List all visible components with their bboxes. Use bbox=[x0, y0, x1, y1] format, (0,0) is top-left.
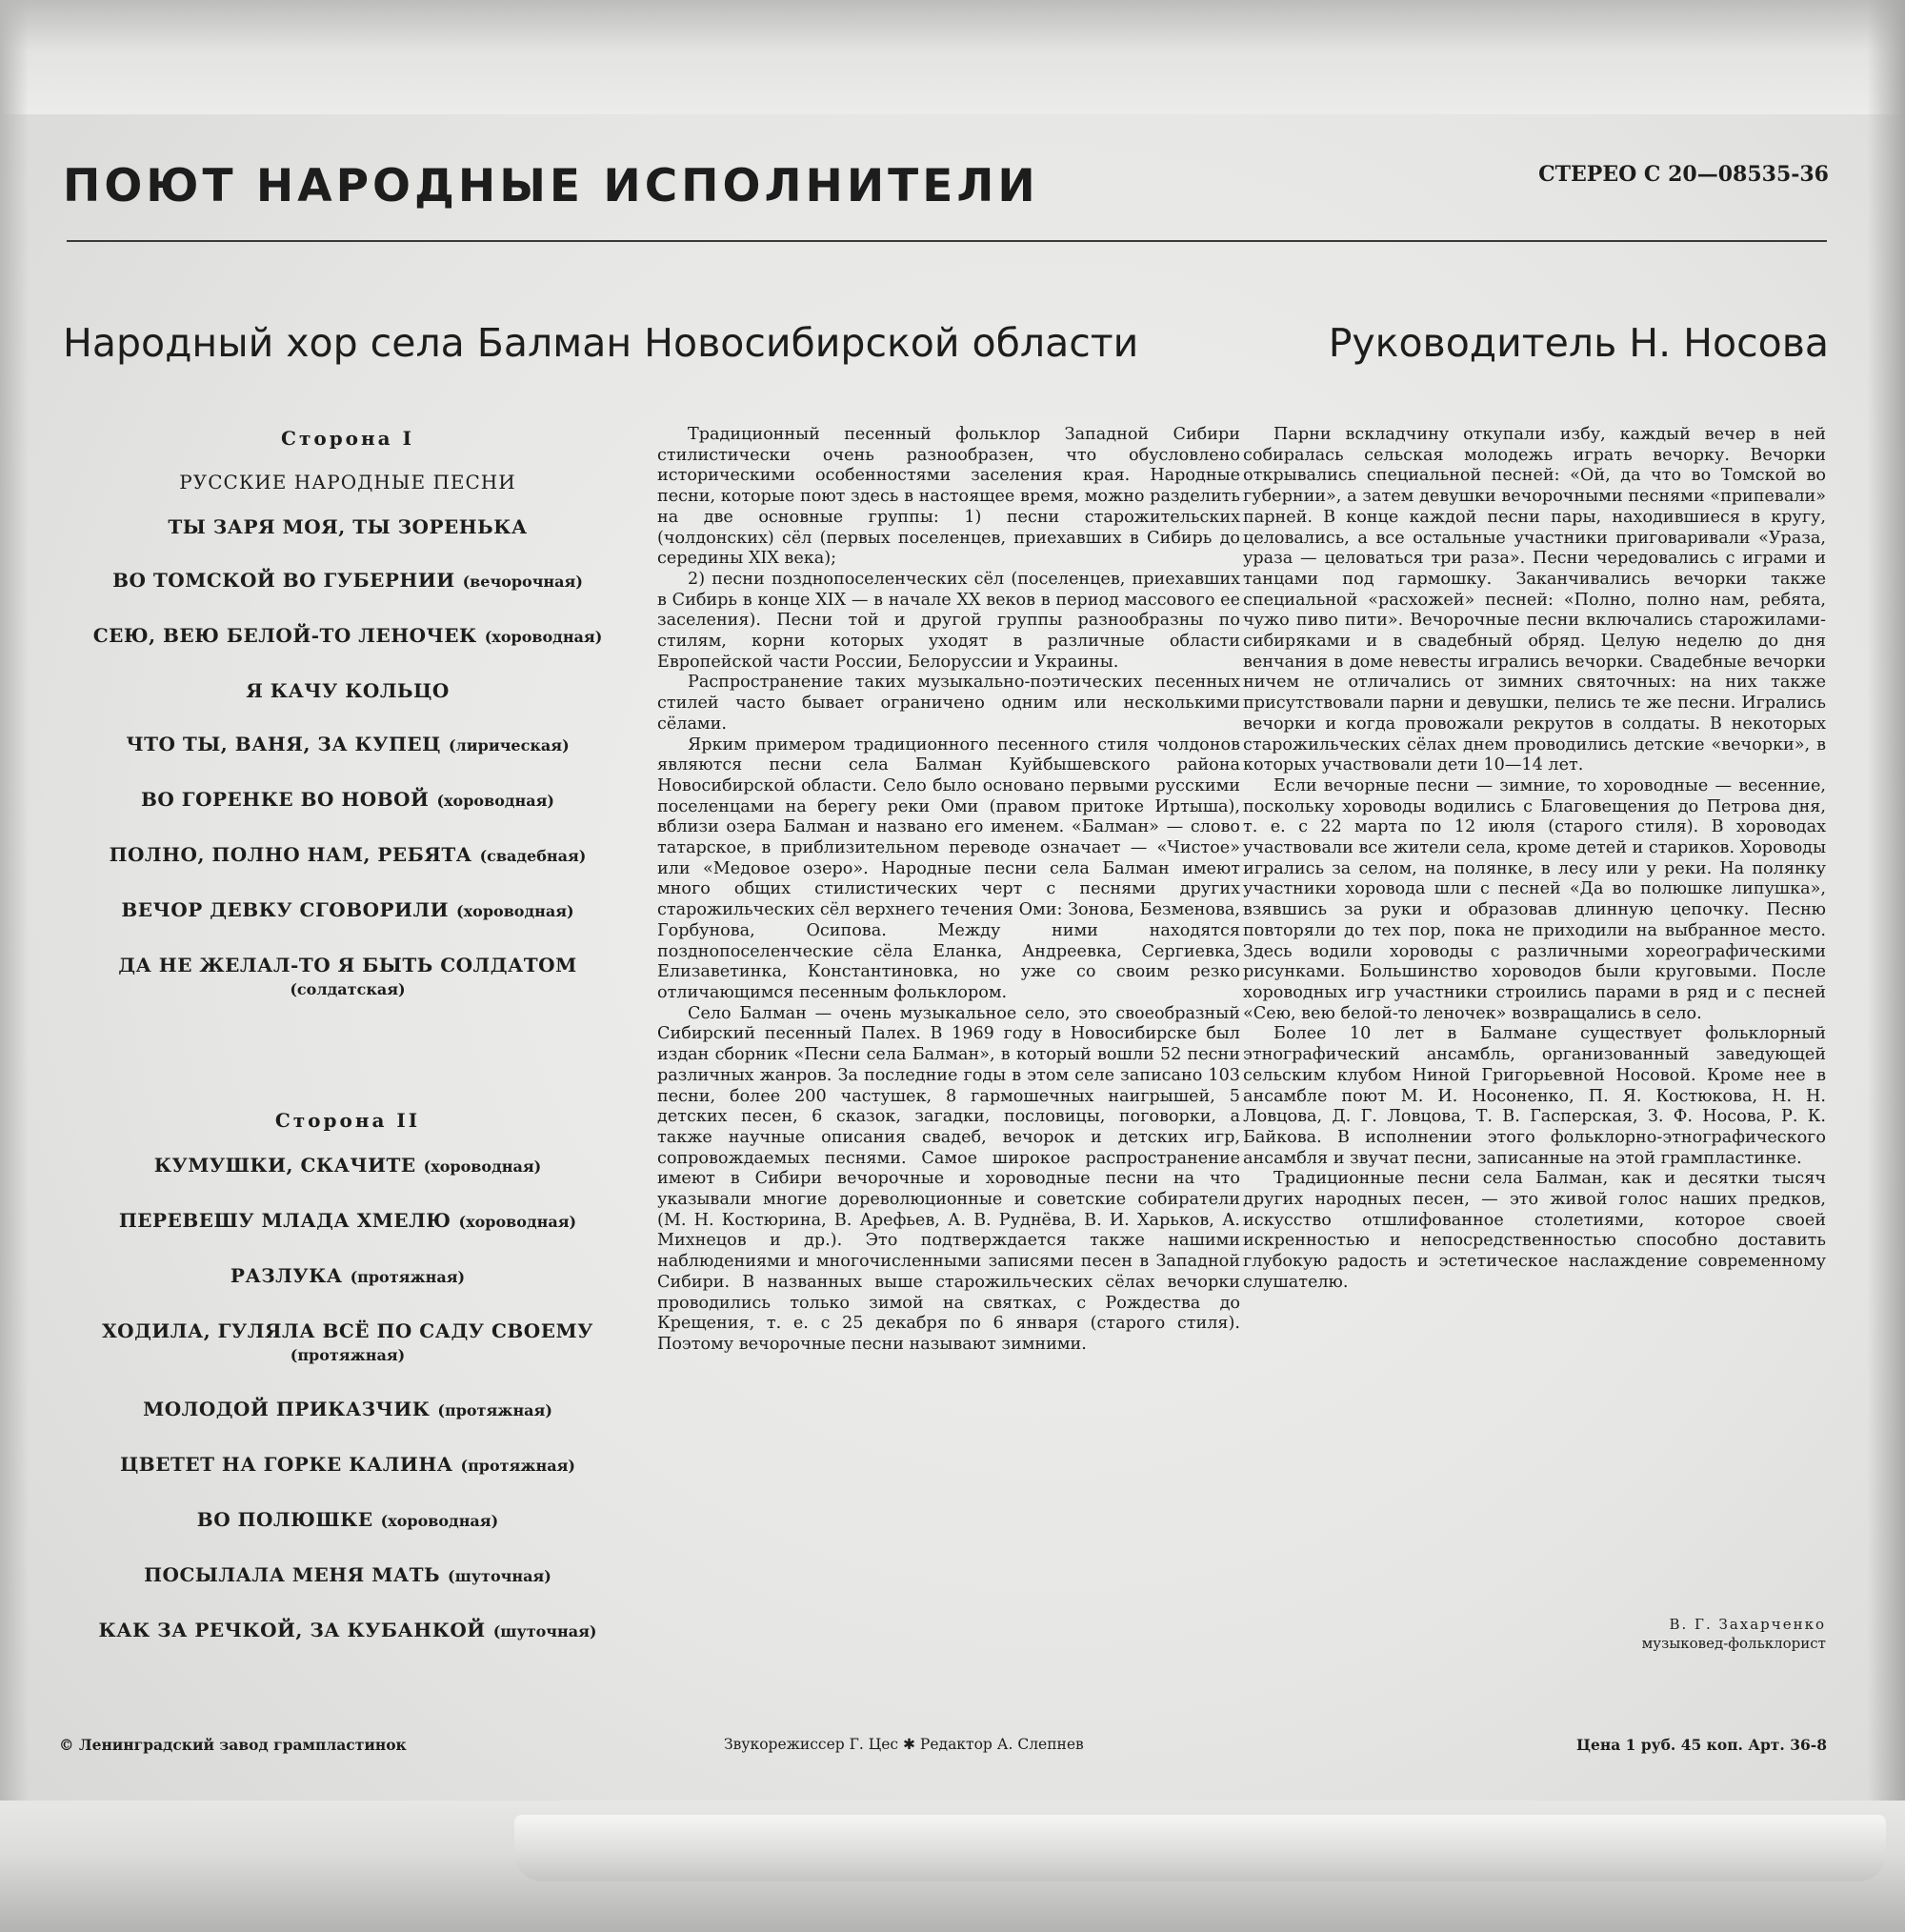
side-1-tracks bbox=[57, 514, 638, 1002]
track-title: ВЕЧОР ДЕВКУ СГОВОРИЛИ bbox=[121, 898, 450, 921]
article-paragraph: Распространение таких музыкально-поэтических песенных стилей часто бывает ограничено одним или несколькими сёлами. bbox=[657, 673, 1240, 734]
track-item bbox=[57, 953, 638, 1002]
track-genre-note: (протяжная) bbox=[460, 1457, 575, 1475]
track-item bbox=[57, 1507, 638, 1534]
sleeve-right-edge bbox=[1867, 0, 1905, 1932]
track-item bbox=[57, 732, 638, 758]
manufacturer: © Ленинградский завод грампластинок bbox=[59, 1736, 407, 1754]
track-title: ЦВЕТЕТ НА ГОРКЕ КАЛИНА bbox=[119, 1453, 453, 1476]
series-title: ПОЮТ НАРОДНЫЕ ИСПОЛНИТЕЛИ bbox=[63, 160, 1039, 212]
author-role: музыковед-фольклорист bbox=[1641, 1635, 1826, 1652]
track-item bbox=[57, 897, 638, 924]
article-paragraph: Традиционные песни села Балман, как и десятки тысяч других народных песен, — это живой голос наших предков, искусство отшлифованное столетиями, которое своей искренностью и непосредственностью способно доставить глубокую радость и эстетическое наслаждение современному слушателю. bbox=[1243, 1169, 1826, 1292]
track-genre-note: (хороводная) bbox=[484, 628, 603, 646]
track-genre-note: (хороводная) bbox=[423, 1157, 542, 1176]
track-item bbox=[57, 787, 638, 814]
track-item bbox=[57, 842, 638, 869]
track-genre-note: (шуточная) bbox=[448, 1567, 551, 1585]
track-genre-note: (вечорочная) bbox=[462, 573, 583, 591]
track-item bbox=[57, 1153, 638, 1179]
track-item bbox=[57, 1618, 638, 1644]
track-genre-note: (хороводная) bbox=[380, 1512, 499, 1530]
track-title: ПОЛНО, ПОЛНО НАМ, РЕБЯТА bbox=[109, 843, 472, 866]
track-item bbox=[57, 1562, 638, 1589]
track-title: Я КАЧУ КОЛЬЦО bbox=[246, 679, 450, 702]
track-title: КАК ЗА РЕЧКОЙ, ЗА КУБАНКОЙ bbox=[98, 1619, 486, 1641]
track-genre-note: (протяжная) bbox=[350, 1268, 466, 1286]
track-item bbox=[57, 1208, 638, 1235]
article-column-right bbox=[1243, 425, 1826, 1294]
track-title: ВО ГОРЕНКЕ ВО НОВОЙ bbox=[141, 788, 430, 811]
track-title: ВО ПОЛЮШКЕ bbox=[196, 1508, 373, 1531]
track-item bbox=[57, 623, 638, 650]
track-genre-note: (хороводная) bbox=[458, 1213, 577, 1231]
track-item bbox=[57, 1397, 638, 1423]
track-title: СЕЮ, ВЕЮ БЕЛОЙ-ТО ЛЕНОЧЕК bbox=[92, 624, 477, 647]
side-2-title: Сторона II bbox=[274, 1109, 421, 1132]
track-title: ХОДИЛА, ГУЛЯЛА ВСЁ ПО САДУ СВОЕМУ bbox=[102, 1319, 593, 1342]
tracklist bbox=[57, 427, 638, 1673]
track-title: ТЫ ЗАРЯ МОЯ, ТЫ ЗОРЕНЬКА bbox=[168, 515, 528, 538]
track-title: ДА НЕ ЖЕЛАЛ-ТО Я БЫТЬ СОЛДАТОМ bbox=[118, 954, 577, 976]
choir-director: Руководитель Н. Носова bbox=[1328, 320, 1829, 366]
sleeve-bottom-crease bbox=[514, 1815, 1886, 1882]
article-paragraph: Традиционный песенный фольклор Западной Сибири стилистически очень разнообразен, что обусловлено историческими особенностями заселения края. Народные песни, которые поют здесь в настоящее время, можно разделить на две основные группы: 1) песни старожительских (чолдонских) сёл (первых поселенцев, приехавших в Сибирь до середины XIX века); bbox=[657, 425, 1240, 569]
track-genre-note: (лирическая) bbox=[448, 736, 570, 755]
track-genre-note: (хороводная) bbox=[456, 902, 574, 920]
track-item bbox=[57, 1318, 638, 1368]
track-item bbox=[57, 1263, 638, 1290]
track-title: РАЗЛУКА bbox=[230, 1264, 343, 1287]
sleeve-top-edge bbox=[0, 0, 1905, 114]
track-title: ЧТО ТЫ, ВАНЯ, ЗА КУПЕЦ bbox=[126, 733, 441, 755]
article-paragraph: Село Балман — очень музыкальное село, это своеобразный Сибирский песенный Палех. В 1969 году в Новосибирске был издан сборник «Песни села Балман», в который вошли 52 песни различных жанров. За последние годы в этом селе записано 103 песни, более 200 частушек, 8 гармошечных наигрышей, 5 детских песен, 6 сказок, загадки, пословицы, поговорки, а также научные описания свадеб, вечорок и детских игр, сопровождаемых песнями. Самое широкое распространение имеют в Сибири вечорочные и хороводные песни на что указывали многие дореволюционные и советские собиратели (М. Н. Костюрина, В. Арефьев, А. В. Руднёва, В. И. Харьков, А. Михнецов и др.). Это подтверждается также нашими наблюдениями и многочисленными записями песен в Западной Сибири. В названных выше старожильческих сёлах вечорки проводились только зимой на святках, с Рождества до Крещения, т. е. с 25 декабря по 6 января (старого стиля). Поэтому вечорочные песни называют зимними. bbox=[657, 1003, 1240, 1354]
catalog-number: СТЕРЕО С 20—08535-36 bbox=[1538, 162, 1829, 187]
article-paragraph: Ярким примером традиционного песенного стиля чолдонов являются песни села Балман Куйбышевского района Новосибирской области. Село было основано первыми русскими поселенцами на берегу реки Оми (правом притоке Иртыша), вблизи озера Балман и названо его именем. «Балман» — слово татарское, в приблизительном переводе означает — «Чистое» или «Медовое озеро». Народные песни села Балман имеют много общих стилистических черт с песнями других старожильческих сёл верхнего течения Оми: Зонова, Безменова, Горбунова, Осипова. Между ними находятся позднопоселенческие сёла Еланка, Андреевка, Сергиевка, Елизаветинка, Константиновка, но уже со своим резко отличающимся песенным фольклором. bbox=[657, 735, 1240, 1002]
sleeve-left-edge bbox=[0, 0, 29, 1932]
header-divider bbox=[67, 240, 1827, 242]
article-column-middle bbox=[657, 425, 1240, 1356]
article-paragraph: Парни вскладчину откупали избу, каждый вечер в ней собиралась сельская молодежь играть вечорку. Вечорки открывались специальной песней: «Ой, да что во Томской во губернии», а затем девушки вечорочными песнями «припевали» парней. В конце каждой песни пары, находившиеся в кругу, целовались, а все остальные участники приговаривали «Ураза, ураза — целоваться три раза». Песни чередовались с играми и танцами под гармошку. Заканчивались вечорки также специальной «расхожей» песней: «Полно, полно нам, ребята, чужо пиво пити». Вечорочные песни включались старожилами-сибиряками и в свадебный обряд. Целую неделю до дня венчания в доме невесты игрались вечорки. Свадебные вечорки ничем не отличались от зимних святочных: на них также присутствовали парни и девушки, пелись те же песни. Игрались вечорки и когда провожали рекрутов в солдаты. В некоторых старожильческих сёлах днем проводились детские «вечорки», в которых участвовали дети 10—14 лет. bbox=[1243, 425, 1826, 775]
track-title: ПЕРЕВЕШУ МЛАДА ХМЕЛЮ bbox=[118, 1209, 451, 1232]
track-genre-note: (хороводная) bbox=[436, 792, 554, 810]
track-genre-note: (шуточная) bbox=[492, 1622, 597, 1640]
track-item bbox=[57, 514, 638, 539]
track-title: МОЛОДОЙ ПРИКАЗЧИК bbox=[143, 1398, 431, 1420]
track-title: КУМУШКИ, СКАЧИТЕ bbox=[153, 1154, 416, 1177]
article-paragraph: Более 10 лет в Балмане существует фольклорный этнографический ансамбль, организованный заведующей сельским клубом Ниной Григорьевной Носовой. Кроме нее в ансамбле поют М. И. Носоненко, П. Я. Костюкова, Н. Н. Ловцова, Д. Г. Ловцова, Т. В. Гасперская, З. Ф. Носова, Р. К. Байкова. В исполнении этого фольклорно-этнографического ансамбля и звучат песни, записанные на этой грампластинке. bbox=[1243, 1024, 1826, 1168]
track-genre-note: (протяжная) bbox=[437, 1401, 552, 1419]
credits: Звукорежиссер Г. Цес ✱ Редактор А. Слепнев bbox=[724, 1736, 1084, 1753]
side-1 bbox=[57, 427, 638, 1002]
side-2 bbox=[57, 1109, 638, 1644]
track-item bbox=[57, 1452, 638, 1479]
side-1-title: Сторона I bbox=[281, 427, 414, 450]
track-genre-note: (протяжная) bbox=[290, 1346, 406, 1364]
price: Цена 1 руб. 45 коп. Арт. 36-8 bbox=[1576, 1736, 1827, 1754]
author-name: В. Г. Захарченко bbox=[1669, 1616, 1826, 1633]
article-paragraph: Если вечорные песни — зимние, то хороводные — весенние, поскольку хороводы водились с Благовещения до Петрова дня, т. е. с 22 марта по 12 июля (старого стиля). В хороводах участвовали все жители села, кроме детей и стариков. Хороводы игрались за селом, на полянке, в лесу или у реки. На полянку участники хоровода шли с песней «Да во полюшке липушка», взявшись за руки и образовав длинную цепочку. Песню повторяли до тех пор, пока не приходили на выбранное место. Здесь водили хороводы с различными хореографическими рисунками. Большинство хороводов были круговыми. После хороводных игр участники строились парами в ряд и с песней «Сею, вею белой-то леночек» возвращались в село. bbox=[1243, 775, 1826, 1023]
track-genre-note: (солдатская) bbox=[290, 980, 406, 998]
genre-header: РУССКИЕ НАРОДНЫЕ ПЕСНИ bbox=[179, 471, 516, 493]
article-paragraph: 2) песни позднопоселенческих сёл (поселенцев, приехавших в Сибирь в конце XIX — в начале XX веков в период массового ее заселения). Песни той и другой группы разнообразны по стилям, корни которых уходят в различные области Европейской части России, Белоруссии и Украины. bbox=[657, 569, 1240, 672]
track-item bbox=[57, 568, 638, 594]
track-item bbox=[57, 678, 638, 703]
article-signature bbox=[1243, 1615, 1826, 1653]
track-genre-note: (свадебная) bbox=[479, 847, 587, 865]
track-title: ПОСЫЛАЛА МЕНЯ МАТЬ bbox=[144, 1563, 441, 1586]
track-title: ВО ТОМСКОЙ ВО ГУБЕРНИИ bbox=[112, 569, 455, 592]
choir-name: Народный хор села Балман Новосибирской области bbox=[63, 320, 1139, 366]
side-2-tracks bbox=[57, 1153, 638, 1644]
